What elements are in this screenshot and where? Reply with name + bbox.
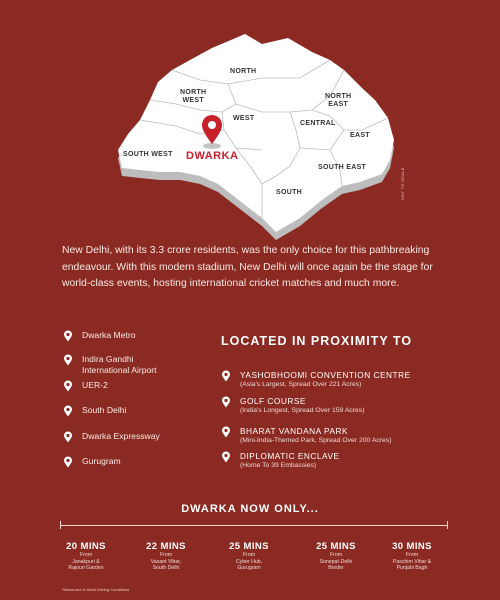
drive-time-place: Janakpuri & Rajouri Garden xyxy=(68,558,104,571)
proximity-item xyxy=(220,426,391,445)
location-label: Dwarka Metro xyxy=(82,330,136,340)
delhi-map xyxy=(0,0,500,240)
location-label: Dwarka Expressway xyxy=(82,431,160,441)
location-label: Indira Gandhi International Airport xyxy=(82,354,157,375)
drive-time-item xyxy=(126,541,206,572)
drive-time-place: Sonepat-Delhi Border xyxy=(319,558,353,571)
location-pin-icon xyxy=(220,426,232,438)
proximity-name: GOLF COURSE xyxy=(240,396,306,406)
drive-time-minutes: 20 MINS xyxy=(66,541,106,552)
region-west: WEST xyxy=(233,115,255,122)
intro-paragraph: New Delhi, with its 3.3 crore residents, was the only choice for this pathbreaking endeavour. With this modern stadium, New Delhi will once again be the stage for world-class events, hosting international cricket matches and much more. xyxy=(62,245,433,289)
drive-time-from: From xyxy=(405,552,419,558)
proximity-name: BHARAT VANDANA PARK xyxy=(240,426,349,436)
dwarka-map-label: DWARKA xyxy=(186,150,239,162)
proximity-name: YASHOBHOOMI CONVENTION CENTRE xyxy=(240,370,411,380)
drive-time-place: Vasant Vihar, South Delhi xyxy=(150,558,182,571)
footnote: *Measured In Ideal Driving Conditions xyxy=(62,587,130,592)
proximity-item xyxy=(220,396,364,415)
location-pin-icon xyxy=(62,405,74,417)
proximity-title: LOCATED IN PROXIMITY TO xyxy=(221,334,413,348)
drive-time-place: Paschim Vihar & Punjabi Bagh xyxy=(392,558,432,571)
region-north-east: NORTH EAST xyxy=(325,93,352,108)
drive-time-minutes: 30 MINS xyxy=(392,541,432,552)
location-pin-icon xyxy=(62,354,74,366)
drive-times-timeline xyxy=(60,521,448,529)
location-item xyxy=(62,380,108,392)
drive-time-from: From xyxy=(242,552,256,558)
region-north-west: NORTH WEST xyxy=(180,89,207,104)
proximity-detail: (India's Longest, Spread Over 159 Acres) xyxy=(240,407,365,414)
timeline-line xyxy=(60,525,448,526)
timeline-tick xyxy=(60,521,61,529)
region-south-west: SOUTH WEST xyxy=(123,151,173,158)
location-item xyxy=(62,405,126,417)
drive-time-from: From xyxy=(329,552,343,558)
location-pin-icon xyxy=(62,456,74,468)
location-pin-icon xyxy=(62,431,74,443)
region-south: SOUTH xyxy=(276,189,302,196)
not-to-scale-note: NOT TO SCALE xyxy=(400,167,405,200)
location-item xyxy=(62,330,135,342)
region-north: NORTH xyxy=(230,68,257,75)
location-label: UER-2 xyxy=(82,380,108,390)
proximity-name: DIPLOMATIC ENCLAVE xyxy=(240,451,340,461)
location-pin-icon xyxy=(220,451,232,463)
drive-time-minutes: 25 MINS xyxy=(229,541,269,552)
location-item xyxy=(62,354,157,375)
location-pin-icon xyxy=(62,380,74,392)
drive-time-item xyxy=(296,541,376,572)
proximity-detail: (Asia's Largest, Spread Over 221 Acres) xyxy=(240,381,362,388)
proximity-detail: (Home To 39 Embassies) xyxy=(240,462,317,469)
location-item xyxy=(62,456,121,468)
proximity-item xyxy=(220,370,411,389)
proximity-item xyxy=(220,451,340,470)
location-pin-icon xyxy=(62,330,74,342)
location-label: South Delhi xyxy=(82,405,127,415)
drive-time-minutes: 25 MINS xyxy=(316,541,356,552)
drive-time-item xyxy=(46,541,126,572)
drive-time-from: From xyxy=(159,552,173,558)
region-central: CENTRAL xyxy=(300,120,336,127)
location-pin-icon xyxy=(220,396,232,408)
drive-time-item xyxy=(372,541,452,572)
proximity-detail: (Mini-India-Themed Park, Spread Over 200 Acres) xyxy=(240,437,392,444)
drive-time-minutes: 22 MINS xyxy=(146,541,186,552)
timeline-tick xyxy=(447,521,448,529)
drive-time-from: From xyxy=(79,552,93,558)
location-item xyxy=(62,431,160,443)
region-east: EAST xyxy=(350,132,370,139)
location-pin-icon xyxy=(220,370,232,382)
drive-time-place: Cyber Hub, Gurugram xyxy=(235,558,263,571)
drive-time-item xyxy=(209,541,289,572)
location-label: Gurugram xyxy=(82,456,121,466)
region-south-east: SOUTH EAST xyxy=(318,164,367,171)
drive-times-title: DWARKA NOW ONLY... xyxy=(181,503,319,515)
